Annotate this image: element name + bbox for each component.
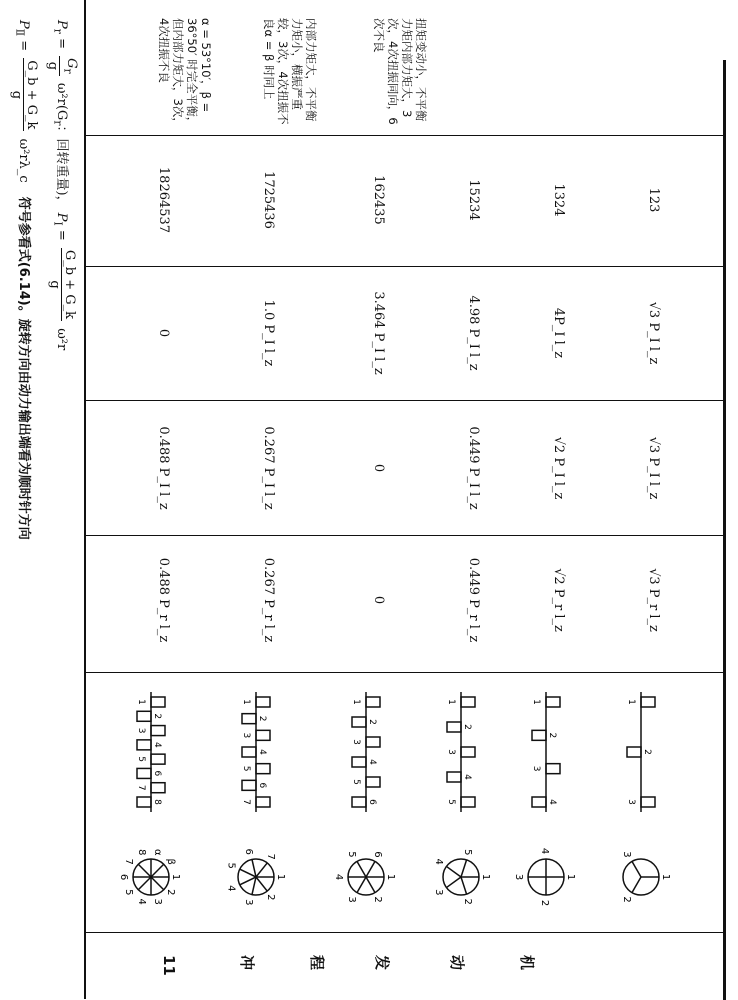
crank-throw [151, 783, 165, 793]
crank-star-spoke [461, 877, 467, 894]
crank-star-spoke [256, 863, 267, 877]
row-label: 冲 [238, 955, 256, 971]
crank-star-spoke [138, 864, 151, 877]
crank-star-label: 2 [621, 896, 632, 903]
crank-star-label: 5 [122, 889, 134, 896]
vline-3 [86, 400, 726, 401]
crank-star-label: 7 [122, 858, 134, 865]
crank-throw [151, 726, 165, 736]
cell-remark: α = 53°10′，β = 36°50′ 时完全平衡，但内部力矩大，3次，4次扭振不良 [157, 18, 213, 129]
crank-throw [546, 764, 560, 774]
crank-throw-label: 4 [462, 774, 472, 780]
row-label: 机 [518, 955, 536, 971]
crank-throw-label: 3 [351, 739, 361, 745]
crank-star-label: 4 [225, 885, 237, 892]
crank-star-spoke [632, 861, 641, 877]
cell-order: 123 [646, 187, 661, 213]
row-label: 动 [448, 955, 466, 971]
fraction-gr-g: $G_r$ g [45, 58, 79, 74]
crank-star-label: 6 [243, 848, 255, 855]
crank-throw-label: 4 [152, 741, 162, 748]
crank-star-spoke [252, 877, 256, 895]
cell-order: 1324 [551, 183, 566, 217]
crank-star-spoke [252, 859, 256, 877]
crank-throw [532, 730, 546, 740]
cell-order: 15234 [466, 179, 481, 221]
crank-star-label: 5 [225, 862, 237, 869]
crank-star-spoke [357, 877, 366, 893]
crank-throw-label: 1 [241, 699, 251, 705]
crank-star-label: 1 [660, 873, 671, 881]
crank-throw [242, 747, 256, 757]
crank-throw-label: 2 [462, 724, 472, 730]
crank-star-label: 2 [165, 889, 177, 896]
crank-throw-label: 6 [257, 782, 267, 789]
crank-throw [242, 780, 256, 790]
cell-col3: 3.464 P_I l_z [371, 291, 386, 375]
crank-star-label: 8 [135, 849, 147, 856]
crank-throw-label: 2 [367, 719, 377, 725]
crank-throw-label: 2 [547, 732, 557, 739]
crank-star-label: 5 [462, 849, 474, 856]
crank-star-label: 2 [462, 898, 474, 905]
cell-col1: √2 P_r l_z [551, 568, 566, 632]
crank-star-label: 2 [372, 896, 383, 903]
crank-throw-label: 6 [367, 799, 377, 805]
crank-throw [352, 757, 366, 767]
cell-col1: 0.267 P_r l_z [261, 557, 276, 643]
crank-star-label: 3 [152, 898, 164, 905]
row-label: 发 [373, 955, 391, 971]
crank-throw-label: 7 [136, 784, 146, 791]
crank-star-label: 3 [621, 851, 632, 858]
fraction-gb-gk-2: G_b + G_k g [9, 60, 39, 130]
crank-star-label: 4 [333, 873, 344, 881]
cell-col3: √3 P_I l_z [646, 301, 661, 365]
cell-col2: 0.449 P_I l_z [466, 426, 481, 510]
crank-throw [366, 737, 380, 747]
cell-order: 1725436 [261, 171, 276, 229]
crank-star-spoke [461, 860, 467, 877]
crank-star-label: 4 [135, 898, 147, 905]
crank-throw [641, 797, 655, 807]
crank-star-label: 4 [432, 858, 444, 865]
crank-throw-label: 5 [446, 799, 456, 805]
cell-col2: 0.267 P_I l_z [261, 426, 276, 510]
crank-throw [352, 717, 366, 727]
cell-col2: √3 P_I l_z [646, 436, 661, 500]
crank-throw-label: 1 [446, 699, 456, 705]
cell-col3: 0 [156, 328, 171, 338]
cell-order: 18264537 [156, 166, 171, 234]
crank-throw-label: 1 [351, 699, 361, 705]
cell-remark: 内部力矩大，不平衡力矩小，横振严重较，3次，4次扭振不良α = β 时同上 [262, 18, 318, 125]
crank-star-label: 1 [170, 873, 181, 881]
crank-star-label: 1 [565, 873, 576, 881]
crank-throw [461, 747, 475, 757]
crank-throw [461, 697, 475, 707]
crank-star-spoke [446, 877, 461, 888]
crank-throw [366, 777, 380, 787]
cell-col3: 1.0 P_I l_z [261, 299, 276, 367]
crank-throw [627, 747, 641, 757]
crank-throw-label: 3 [136, 727, 146, 734]
crank-throw [137, 768, 151, 778]
crank-throw-label: 2 [152, 713, 162, 720]
crank-star-label: β [165, 858, 177, 865]
crank-throw-label: 1 [136, 699, 146, 705]
crank-star-spoke [240, 869, 256, 877]
crank-star-label: 2 [265, 894, 277, 901]
crank-throw [447, 772, 461, 782]
footnote-2: $P_Ⅱ$ = G_b + G_k g ω²rλ_c 符号参看式(6.14)。旋转方向由动力输出端看为顺时针方向 [9, 20, 39, 540]
crank-throw [256, 797, 270, 807]
crank-star-spoke [366, 877, 375, 893]
crank-throw [461, 797, 475, 807]
crank-throw [137, 740, 151, 750]
crank-throw [546, 697, 560, 707]
crank-throw [256, 730, 270, 740]
crank-star-label: 3 [513, 873, 524, 881]
crank-throw [447, 722, 461, 732]
crank-throw [137, 711, 151, 721]
crank-throw-label: 4 [367, 759, 377, 765]
cell-col2: 0 [371, 463, 386, 473]
crank-throw-label: 4 [257, 749, 267, 755]
crank-throw-label: 2 [642, 749, 652, 755]
crank-throw-label: 1 [626, 699, 636, 705]
crank-star-label: 6 [372, 851, 383, 858]
crank-throw-label: 2 [257, 715, 267, 722]
crank-star-diagrams [86, 672, 726, 932]
crank-throw [151, 697, 165, 707]
vline-4 [86, 266, 726, 267]
crank-star-label: α [152, 848, 164, 856]
cell-col1: 0.449 P_r l_z [466, 557, 481, 643]
crank-star-spoke [357, 861, 366, 877]
crank-star-label: 3 [243, 899, 255, 906]
crank-throw-label: 8 [152, 799, 162, 805]
crank-throw-label: 5 [241, 765, 251, 772]
cell-col3: 4.98 P_I l_z [466, 295, 481, 371]
cell-col1: 0.488 P_r l_z [156, 557, 171, 643]
cell-col1: 0 [371, 595, 386, 605]
crank-star-spoke [151, 877, 164, 890]
crank-star-spoke [256, 877, 267, 891]
crank-star-spoke [240, 877, 256, 885]
crank-throw [532, 797, 546, 807]
crank-star-label: 1 [275, 873, 286, 881]
crank-throw [256, 764, 270, 774]
crank-throw-label: 3 [241, 732, 251, 739]
cell-remark: 扭矩变动小，不平衡力矩内部力矩大，3次，4次扭振同向，6次不良 [372, 18, 428, 125]
vline-5 [86, 135, 726, 136]
crank-star-label: 1 [480, 873, 491, 881]
crank-throw [137, 797, 151, 807]
crank-throw-label: 3 [446, 749, 456, 755]
crank-throw [242, 714, 256, 724]
crank-star-label: 4 [539, 847, 550, 855]
crank-star-spoke [632, 877, 641, 893]
crank-star-label: 5 [346, 851, 357, 858]
row-label: 11 [160, 955, 178, 976]
crank-throw [366, 697, 380, 707]
footnote-1: $P_r$ = $G_r$ g $\omega^2r(G_r$：回转重量)， $P_Ⅰ$ = G_b + G_k g ω²r [45, 20, 79, 351]
header-sep [86, 932, 726, 933]
crank-throw-label: 5 [351, 779, 361, 785]
crank-throw-label: 7 [241, 799, 251, 805]
crank-star-label: 1 [385, 873, 396, 881]
crank-throw [352, 797, 366, 807]
crank-throw-label: 3 [531, 765, 541, 772]
crank-throw [256, 697, 270, 707]
cell-col2: √2 P_I l_z [551, 436, 566, 500]
crank-star-label: 3 [346, 896, 357, 903]
cell-col1: √3 P_r l_z [646, 568, 661, 632]
crank-throw-label: 1 [531, 699, 541, 705]
crank-throw-label: 5 [136, 756, 146, 763]
crank-star-spoke [138, 877, 151, 890]
crank-star-label: 3 [432, 889, 444, 896]
cell-col3: 4P_I l_z [551, 307, 566, 359]
fraction-gb-gk: G_b + G_k g [47, 249, 78, 320]
crank-star-label: 7 [265, 853, 277, 860]
vline-2 [86, 535, 726, 536]
crank-throw-label: 4 [547, 799, 557, 805]
cell-order: 162435 [371, 175, 386, 225]
row-label: 程 [308, 955, 326, 971]
crank-star-label: 2 [539, 899, 550, 907]
crank-throw [151, 754, 165, 764]
crank-star-spoke [446, 866, 461, 877]
cell-col2: 0.488 P_I l_z [156, 426, 171, 510]
crank-throw-label: 3 [626, 799, 636, 805]
crank-star-spoke [151, 864, 164, 877]
crank-star-label: 6 [118, 873, 129, 881]
crank-throw-label: 6 [152, 770, 162, 777]
crank-star-spoke [366, 861, 375, 877]
crank-throw [641, 697, 655, 707]
